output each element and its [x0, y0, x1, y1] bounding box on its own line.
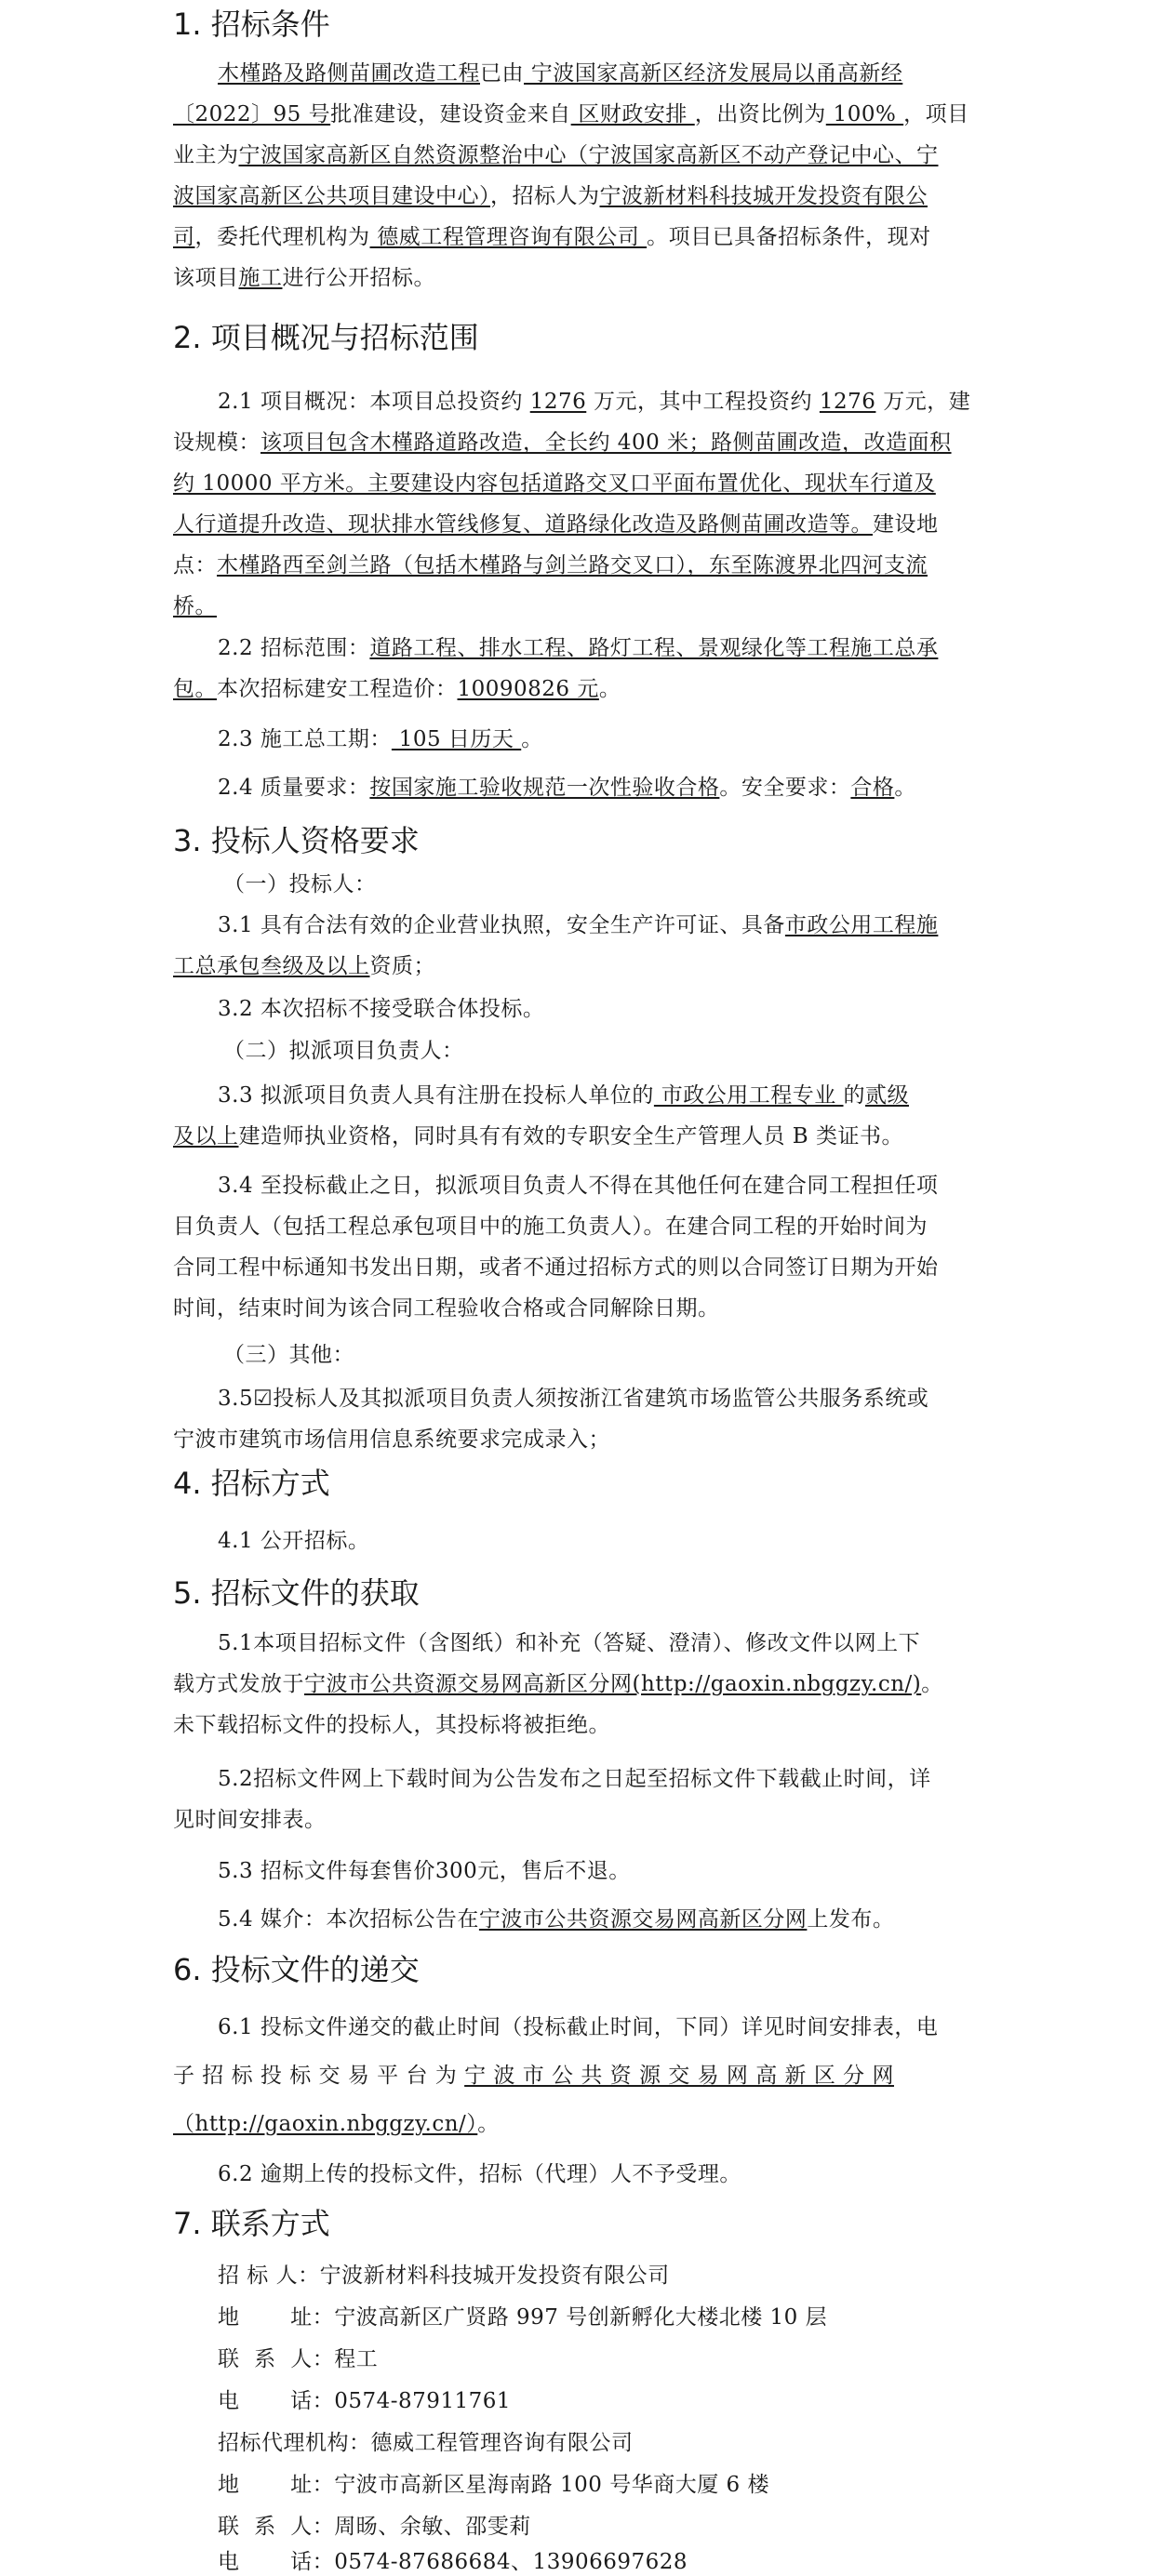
- s3-3-2: 3.2 本次招标不接受联合体投标。: [218, 997, 545, 1021]
- agency-name: 德威工程管理咨询有限公司: [369, 225, 648, 249]
- s5-5-2-line1: 5.2招标文件网上下载时间为公告发布之日起至招标文件下载截止时间，详: [218, 1767, 931, 1791]
- s4-4-1: 4.1 公开招标。: [218, 1529, 370, 1553]
- section-3-heading: [173, 822, 420, 859]
- s6-6-1-line2: 子 招 标 投 标 交 易 平 台 为 宁 波 市 公 共 资 源 交 易 网 高 新 区 分 网: [173, 2064, 894, 2088]
- s2-overview-line6: 桥。: [173, 594, 217, 618]
- s6-6-1-line3: （http://gaoxin.nbggzy.cn/）。: [173, 2112, 500, 2136]
- section-number: 5.: [173, 1575, 202, 1611]
- section-4-heading: [173, 1465, 330, 1502]
- s3-3-3-line1: 3.3 拟派项目负责人具有注册在投标人单位的 市政公用工程专业 的贰级: [218, 1083, 910, 1108]
- s3-3-1-line1: 3.1 具有合法有效的企业营业执照，安全生产许可证、具备市政公用工程施: [218, 913, 939, 937]
- section-number: 3.: [173, 823, 202, 858]
- qualification-level: 市政公用工程施: [784, 913, 939, 937]
- approval-number: 〔2022〕95 号: [173, 102, 331, 126]
- section-number: 2.: [173, 320, 202, 355]
- s2-quality: 2.4 质量要求：按国家施工验收规范一次性验收合格。安全要求：合格。: [218, 776, 916, 800]
- s3-sub-bidder: （一）投标人：: [223, 872, 377, 896]
- s6-6-2: 6.2 逾期上传的投标文件，招标（代理）人不予受理。: [218, 2162, 741, 2186]
- s5-5-1-line3: 未下载招标文件的投标人，其投标将被拒绝。: [173, 1713, 610, 1737]
- s1-line2: 〔2022〕95 号批准建设，建设资金来自 区财政安排 ，出资比例为 100% ，项目: [173, 102, 969, 126]
- s2-overview-line3: 约 10000 平方米。主要建设内容包括道路交叉口平面布置优化、现状车行道及: [173, 471, 936, 496]
- section-title: 联系方式: [210, 2206, 330, 2241]
- contact-agency-phone: 电 话：0574-87686684、13906697628: [218, 2550, 688, 2574]
- section-number: 4.: [173, 1466, 202, 1501]
- s6-6-1-line1: 6.1 投标文件递交的截止时间（投标截止时间，下同）详见时间安排表，电: [218, 2015, 939, 2039]
- s5-5-4: 5.4 媒介：本次招标公告在宁波市公共资源交易网高新区分网上发布。: [218, 1907, 895, 1932]
- section-2-heading: [173, 319, 479, 356]
- construction-cost: 10090826 元: [457, 677, 599, 701]
- manager-level: 贰级: [865, 1083, 910, 1108]
- s3-sub-manager: （二）拟派项目负责人：: [223, 1039, 464, 1063]
- section-title: 投标人资格要求: [210, 823, 420, 858]
- publication-site: 宁波市公共资源交易网高新区分网: [478, 1907, 808, 1932]
- s3-3-4-line4: 时间，结束时间为该合同工程验收合格或合同解除日期。: [173, 1296, 720, 1321]
- s3-3-5-line1: 3.5☑投标人及其拟派项目负责人须按浙江省建筑市场监管公共服务系统或: [218, 1387, 929, 1411]
- platform-url: （http://gaoxin.nbggzy.cn/）: [173, 2112, 478, 2136]
- s1-line5: 司，委托代理机构为 德威工程管理咨询有限公司 。项目已具备招标条件，现对: [173, 225, 931, 249]
- s2-overview-line2: 设规模：该项目包含木槿路道路改造，全长约 400 米；路侧苗圃改造，改造面积: [173, 431, 952, 455]
- s5-5-3: 5.3 招标文件每套售价300元，售后不退。: [218, 1859, 631, 1883]
- s1-line3: 业主为宁波国家高新区自然资源整治中心（宁波国家高新区不动产登记中心、宁: [173, 143, 939, 167]
- s3-3-1-line2: 工总承包叁级及以上资质；: [173, 954, 435, 978]
- section-title: 项目概况与招标范围: [210, 320, 479, 355]
- construction-duration: 105 日历天: [391, 727, 522, 751]
- safety-requirement: 合格: [850, 776, 895, 800]
- s1-line6: 该项目施工进行公开招标。: [173, 266, 435, 290]
- s3-3-5-line2: 宁波市建筑市场信用信息系统要求完成录入；: [173, 1427, 610, 1452]
- funding-ratio: 100%: [825, 102, 904, 126]
- contact-tenderer-address: 地 址：宁波高新区广贤路 997 号创新孵化大楼北楼 10 层: [218, 2305, 828, 2330]
- s1-line4: 波国家高新区公共项目建设中心），招标人为宁波新材料科技城开发投资有限公: [173, 184, 928, 208]
- section-7-heading: [173, 2205, 330, 2242]
- total-investment: 1276: [529, 390, 587, 414]
- engineering-investment: 1276: [819, 390, 876, 414]
- download-site: 宁波市公共资源交易网高新区分网(http://gaoxin.nbggzy.cn/): [304, 1672, 922, 1696]
- section-title: 招标条件: [210, 7, 330, 42]
- project-name: 木槿路及路侧苗圃改造工程: [218, 61, 480, 86]
- section-1-heading: [173, 6, 330, 43]
- s2-scope-line1: 2.2 招标范围：道路工程、排水工程、路灯工程、景观绿化等工程施工总承: [218, 636, 939, 660]
- section-title: 招标方式: [210, 1466, 330, 1501]
- contact-tenderer-phone: 电 话：0574-87911761: [218, 2389, 512, 2413]
- tenderer-name: 宁波新材料科技城开发投资有限公: [599, 184, 928, 208]
- section-number: 1.: [173, 7, 202, 42]
- s3-sub-other: （三）其他：: [223, 1343, 354, 1367]
- funding-source: 区财政安排: [570, 102, 695, 126]
- project-owner: 宁波国家高新区自然资源整治中心（宁波国家高新区不动产登记中心、宁: [238, 143, 939, 167]
- section-title: 招标文件的获取: [210, 1575, 420, 1611]
- contact-agency: 招标代理机构：德威工程管理咨询有限公司: [218, 2431, 634, 2455]
- project-location: 木槿路西至剑兰路（包括木槿路与剑兰路交叉口），东至陈渡界北四河支流: [217, 553, 928, 578]
- s5-5-1-line1: 5.1本项目招标文件（含图纸）和补充（答疑、澄清）、修改文件以网上下: [218, 1631, 921, 1655]
- s2-overview-line5: 点：木槿路西至剑兰路（包括木槿路与剑兰路交叉口），东至陈渡界北四河支流: [173, 553, 928, 578]
- section-6-heading: [173, 1951, 420, 1988]
- quality-requirement: 按国家施工验收规范一次性验收合格: [369, 776, 720, 800]
- s2-duration: 2.3 施工总工期： 105 日历天 。: [218, 727, 543, 751]
- section-number: 6.: [173, 1952, 202, 1987]
- section-number: 7.: [173, 2206, 202, 2241]
- approval-authority: 宁波国家高新区经济发展局以: [524, 61, 816, 86]
- s3-3-4-line2: 目负责人（包括工程总承包项目中的施工负责人）。在建合同工程的开始时间为: [173, 1215, 928, 1239]
- trading-platform: 宁 波 市 公 共 资 源 交 易 网 高 新 区 分 网: [464, 2064, 894, 2088]
- s3-3-3-line2: 及以上建造师执业资格，同时具有有效的专职安全生产管理人员 B 类证书。: [173, 1124, 904, 1149]
- s1-line1: 木槿路及路侧苗圃改造工程已由 宁波国家高新区经济发展局以甬高新经: [218, 61, 903, 86]
- contact-agency-person: 联 系 人：周旸、余敏、邵雯莉: [218, 2515, 531, 2539]
- tender-scope: 道路工程、排水工程、路灯工程、景观绿化等工程施工总承: [369, 636, 939, 660]
- contact-tenderer: 招 标 人：宁波新材料科技城开发投资有限公司: [218, 2264, 670, 2288]
- s2-overview-line1: 2.1 项目概况：本项目总投资约 1276 万元，其中工程投资约 1276 万元，建: [218, 390, 971, 414]
- contact-tenderer-person: 联 系 人：程工: [218, 2347, 379, 2371]
- contact-agency-address: 地 址：宁波市高新区星海南路 100 号华商大厦 6 楼: [218, 2473, 769, 2497]
- s2-overview-line4: 人行道提升改造、现状排水管线修复、道路绿化改造及路侧苗圃改造等。建设地: [173, 512, 939, 537]
- s5-5-1-line2: 载方式发放于宁波市公共资源交易网高新区分网(http://gaoxin.nbggzy.cn/)。: [173, 1672, 943, 1696]
- section-5-heading: [173, 1574, 420, 1612]
- s3-3-4-line3: 合同工程中标通知书发出日期，或者不通过招标方式的则以合同签订日期为开始: [173, 1255, 939, 1280]
- section-title: 投标文件的递交: [210, 1952, 420, 1987]
- manager-specialty: 市政公用工程专业: [653, 1083, 844, 1108]
- s5-5-2-line2: 见时间安排表。: [173, 1808, 327, 1832]
- s3-3-4-line1: 3.4 至投标截止之日，拟派项目负责人不得在其他任何在建合同工程担任项: [218, 1174, 939, 1198]
- s2-scope-line2: 包。本次招标建安工程造价：10090826 元。: [173, 677, 621, 701]
